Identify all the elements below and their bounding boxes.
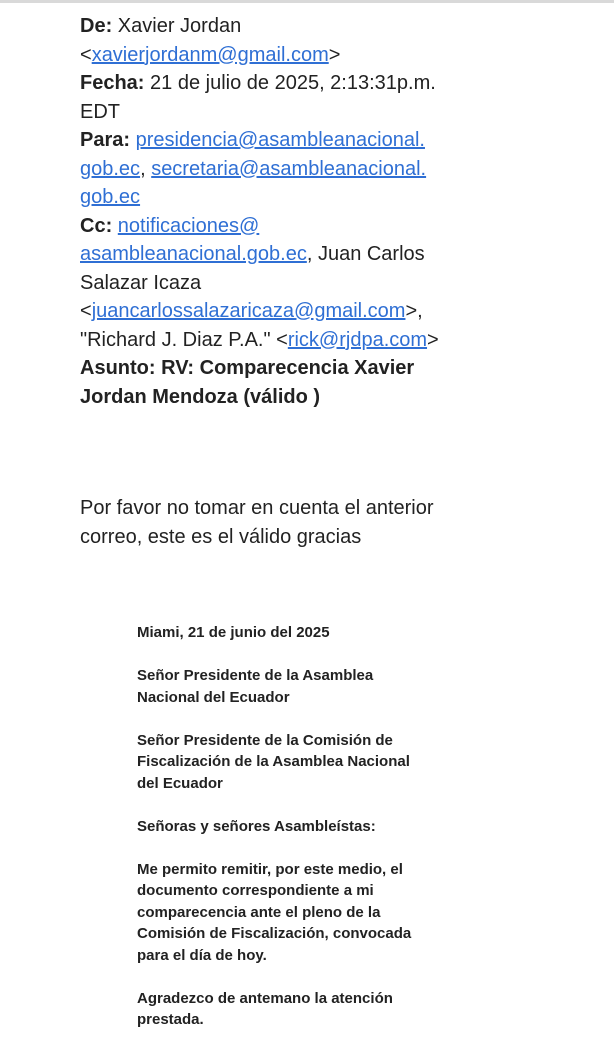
addr2-line1: Señor Presidente de la Comisión de xyxy=(137,731,393,749)
subject-value-1: RV: Comparecencia Xavier xyxy=(161,357,415,379)
top-divider xyxy=(0,0,614,3)
to-email-1-part2[interactable]: gob.ec xyxy=(80,157,141,180)
addr2-line2: Fiscalización de la Asamblea Nacional xyxy=(137,753,410,770)
para2-line2: prestada. xyxy=(137,1011,204,1028)
to-line-3 xyxy=(80,183,520,212)
cc-name-3: "Richard J. Diaz P.A." < xyxy=(80,328,288,351)
to-email-2-part1[interactable]: secretaria@asambleanacional. xyxy=(151,157,427,180)
cc-after-2: >, xyxy=(405,300,423,322)
email-header xyxy=(80,12,520,411)
para2-line1: Agradezco de antemano la atención xyxy=(137,989,393,1007)
para1-line3: comparecencia ante el pleno de la xyxy=(137,903,381,921)
letter-paragraph-2 xyxy=(137,988,537,1031)
from-line xyxy=(80,12,520,41)
addr2-line3: del Ecuador xyxy=(137,774,223,792)
message-line-2: correo, este es el válido gracias xyxy=(80,525,362,548)
from-label: De: xyxy=(80,15,113,37)
from-name: Xavier Jordan xyxy=(117,15,242,37)
letter-addressee-2 xyxy=(137,730,537,795)
para1-line1: Me permito remitir, por este medio, el xyxy=(137,860,403,878)
angle-open: < xyxy=(80,43,92,66)
para1-line5: para el día de hoy. xyxy=(137,946,267,964)
cc-label: Cc: xyxy=(80,214,113,237)
cc-line-2 xyxy=(80,240,520,269)
cc-line-3: Salazar Icaza xyxy=(80,271,202,294)
cc-email-1-part2[interactable]: asambleanacional.gob.ec xyxy=(80,243,307,265)
cc-email-2[interactable]: juancarlossalazaricaza@gmail.com xyxy=(91,300,406,322)
cc-email-3[interactable]: rick@rjdpa.com xyxy=(287,328,428,351)
para1-line4: Comisión de Fiscalización, convocada xyxy=(137,925,412,942)
cc-name-2: , Juan Carlos xyxy=(306,243,425,265)
angle-close: > xyxy=(328,43,341,66)
to-email-2-part2[interactable]: gob.ec xyxy=(80,186,141,208)
date-line xyxy=(80,69,520,98)
subject-label: Asunto: xyxy=(80,357,156,379)
addr1-line2: Nacional del Ecuador xyxy=(137,688,290,706)
to-separator: , xyxy=(140,157,146,180)
cc-line-4 xyxy=(80,297,520,326)
date-tz: EDT xyxy=(80,100,120,123)
to-line xyxy=(80,126,520,155)
addr1-line1: Señor Presidente de la Asamblea xyxy=(137,667,374,684)
to-line-2 xyxy=(80,155,520,184)
date-value: 21 de julio de 2025, 2:13:31p.m. xyxy=(150,72,436,94)
from-email-line xyxy=(80,41,520,70)
letter-place-date: Miami, 21 de junio del 2025 xyxy=(137,624,330,641)
subject-line xyxy=(80,354,520,383)
message-line-1: Por favor no tomar en cuenta el anterior xyxy=(80,497,434,519)
cc-after-3: > xyxy=(427,328,439,351)
cc-email-1-part1[interactable]: notificaciones@ xyxy=(117,214,260,237)
letter-paragraph-1 xyxy=(137,859,537,967)
cc-line-5 xyxy=(80,326,520,355)
date-label: Fecha: xyxy=(80,72,145,94)
letter-attachment xyxy=(137,622,537,1052)
letter-addressee-1 xyxy=(137,665,537,708)
to-email-1-part1[interactable]: presidencia@asambleanacional. xyxy=(135,129,425,151)
cc-line xyxy=(80,212,520,241)
angle-open-2: < xyxy=(80,300,92,322)
letter-salutation: Señoras y señores Asambleístas: xyxy=(137,817,376,835)
subject-value-2: Jordan Mendoza (válido ) xyxy=(80,385,321,408)
message-body xyxy=(80,494,540,551)
to-label: Para: xyxy=(80,129,131,151)
from-email-link[interactable]: xavierjordanm@gmail.com xyxy=(91,43,329,66)
para1-line2: documento correspondiente a mi xyxy=(137,882,374,899)
